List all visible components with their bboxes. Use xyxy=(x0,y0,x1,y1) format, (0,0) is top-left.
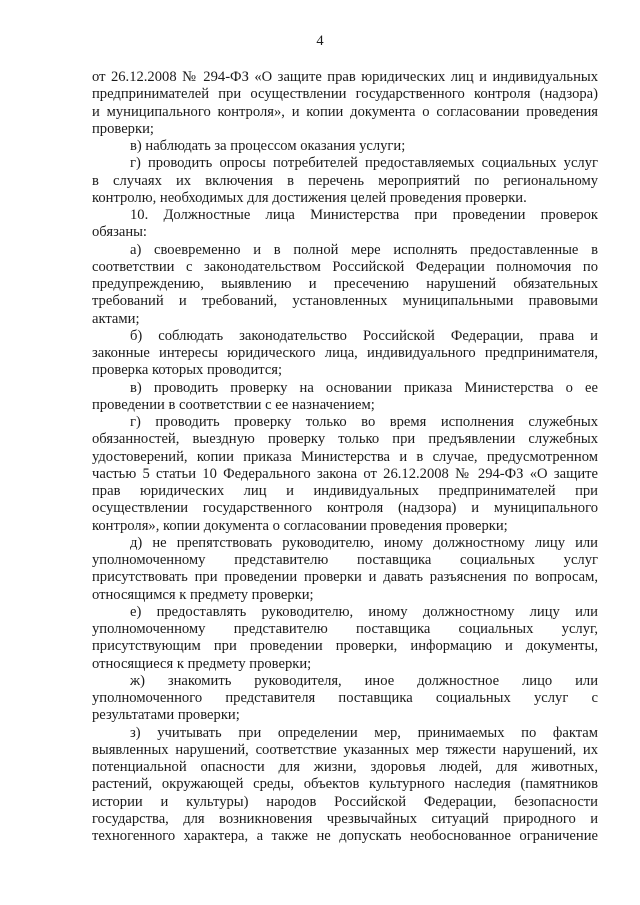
text-line: требований и требований, установленных муниципальными правовыми xyxy=(92,293,598,310)
document-body xyxy=(92,69,598,845)
text-line: уполномоченному представителю поставщика социальных услуг xyxy=(92,552,598,568)
text-line: уполномоченного представителя поставщика социальных услуг с xyxy=(92,690,598,706)
text-line: б) соблюдать законодательство Российской Федерации, права и xyxy=(130,327,598,344)
text-line: присутствовать при проведении проверки и давать разъяснения по вопросам, xyxy=(92,569,598,586)
text-line: относящиеся к предмету проверки; xyxy=(92,655,312,672)
text-line: техногенного характера, а также не допускать необоснованное ограничение xyxy=(92,828,598,844)
text-line: г) проводить опросы потребителей предоставляемых социальных услуг xyxy=(130,155,598,172)
text-line: относящимся к предмету проверки; xyxy=(92,586,314,603)
text-line: контроля», копии документа о согласовании проведения проверки; xyxy=(92,517,508,534)
text-line: и муниципального контроля», и копии документа о согласовании проведения xyxy=(92,103,598,120)
text-line: удостоверений, копии приказа Министерства и в случае, предусмотренном xyxy=(92,448,598,465)
text-line: предпринимателей при осуществлении государственного контроля (надзора) xyxy=(92,86,598,103)
text-line: предупреждению, выявлению и пресечению нарушений обязательных xyxy=(92,276,598,292)
text-line: присутствующим при проведении проверки, информацию и документы, xyxy=(92,638,598,655)
text-line: потенциальной опасности для жизни, здоровья людей, для животных, xyxy=(92,759,598,775)
page-number: 4 xyxy=(316,33,324,49)
text-line: е) предоставлять руководителю, иному должностному лицу или xyxy=(130,603,598,620)
text-line: в) наблюдать за процессом оказания услуги; xyxy=(130,138,406,154)
text-line: д) не препятствовать руководителю, иному должностному лицу или xyxy=(130,534,598,551)
text-line: выявленных нарушений, соответствие указанных мер тяжести нарушений, их xyxy=(92,741,598,758)
text-line: государства, для возникновения чрезвычайных ситуаций природного и xyxy=(92,810,598,827)
text-line: а) своевременно и в полной мере исполнять предоставленные в xyxy=(130,241,598,258)
text-line: результатами проверки; xyxy=(92,707,240,724)
text-line: от 26.12.2008 № 294-ФЗ «О защите прав юридических лиц и индивидуальных xyxy=(92,69,598,85)
text-line: соответствии с законодательством Российской Федерации полномочия по xyxy=(92,258,598,275)
text-line: ж) знакомить руководителя, иное должностное лицо или xyxy=(130,672,598,689)
text-line: проверка которых проводится; xyxy=(92,362,283,379)
text-line: частью 5 статьи 10 Федерального закона от 26.12.2008 № 294-ФЗ «О защите xyxy=(92,465,598,482)
text-line: осуществлении государственного контроля (надзора) и муниципального xyxy=(92,500,598,517)
text-line: растений, окружающей среды, объектов культурного наследия (памятников xyxy=(92,776,598,793)
text-line: прав юридических лиц и индивидуальных предпринимателей при xyxy=(92,483,598,499)
text-line: 10. Должностные лица Министерства при проведении проверок xyxy=(130,207,598,223)
text-line: актами; xyxy=(92,310,140,327)
text-line: в случаях их включения в перечень мероприятий по региональному xyxy=(92,172,598,189)
text-line: уполномоченному представителю поставщика социальных услуг, xyxy=(92,621,598,637)
text-line: з) учитывать при определении мер, принимаемых по фактам xyxy=(130,724,598,741)
text-line: проверки; xyxy=(92,120,154,137)
text-line: обязаны: xyxy=(92,224,147,241)
text-line: в) проводить проверку на основании приказа Министерства о ее xyxy=(130,379,598,396)
text-line: проведении в соответствии с ее назначением; xyxy=(92,396,375,413)
text-line: законные интересы юридического лица, индивидуального предпринимателя, xyxy=(92,345,598,361)
text-line: контролю, необходимых для достижения целей проведения проверки. xyxy=(92,189,527,206)
text-line: обязанностей, выездную проверку только при предъявлении служебных xyxy=(92,431,598,448)
text-line: г) проводить проверку только во время исполнения служебных xyxy=(130,414,598,430)
text-line: истории и культуры) народов Российской Федерации, безопасности xyxy=(92,793,598,810)
